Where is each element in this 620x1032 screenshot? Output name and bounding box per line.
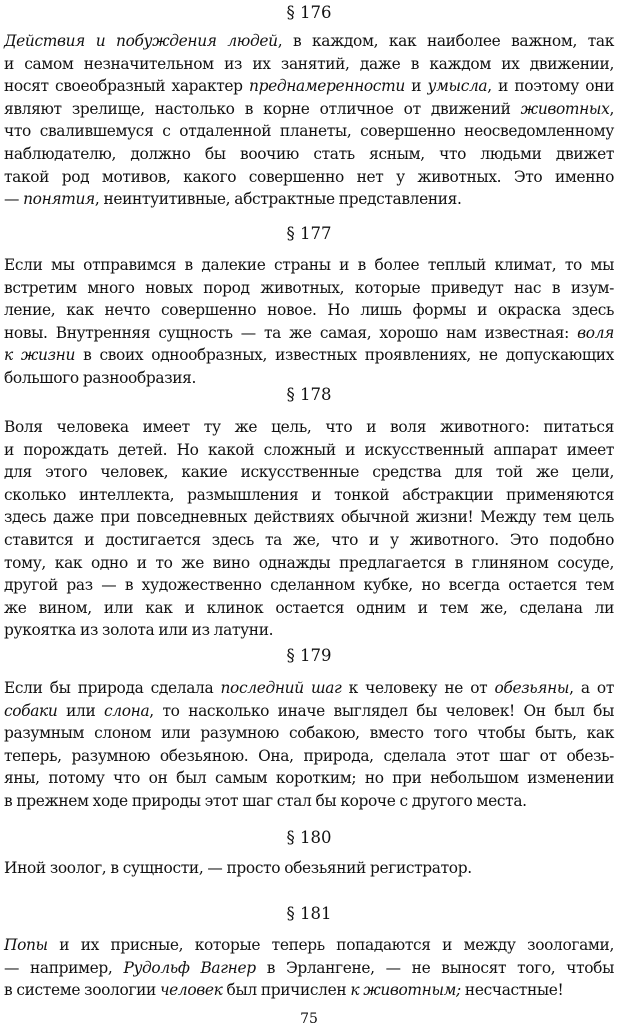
text-run: или [57,701,105,720]
text-run: , в каждом, как наиболее важном, так [277,32,614,50]
section-heading-181: § 181 [286,904,332,923]
text-line [4,166,614,189]
text-run: , [609,99,614,118]
section-heading-177: § 177 [286,224,332,243]
italic-run: обезьяны [494,679,570,697]
text-line [4,277,614,300]
text-run: новы. Внутренняя сущность — та же самая, хорошо нам известная: [4,323,578,342]
text-run: являют зрелище, настолько в корне отличное от движений [4,99,521,118]
text-run: в прежнем ходе природы этот шаг стал бы короче с другого места. [4,791,527,810]
italic-run: Рудольф Вагнер [123,958,256,977]
text-run: и их присные, которые теперь попадаются и между зоологами, [47,936,614,954]
text-run: , то насколько иначе выглядел бы человек! Он был бы [149,701,614,720]
text-run: для этого человек, какие искусственные средства для той же цели, [4,463,614,482]
text-run: в системе зоологии [4,981,160,1000]
text-run: встретим много новых пород животных, которые приведут нас в изум- [4,278,614,297]
italic-run: к животным; [350,981,461,1000]
text-run: , неинтуитивные, абстрактные представления. [94,190,462,209]
text-line [4,745,614,768]
text-run: рукоятка из золота или из латуни. [4,621,274,640]
text-line [4,299,614,322]
text-line [4,322,614,345]
text-line [4,98,614,121]
text-line [4,619,614,642]
text-run: в Эрлангене, — не выносят того, чтобы [255,958,615,977]
text-line [4,790,614,813]
text-line [4,344,614,367]
page-number: 75 [300,1011,318,1027]
text-line [4,677,614,700]
text-run: и самом незначительном из их занятий, даже в каждом их движении, [4,54,614,73]
text-line [4,120,614,143]
text-line [4,461,614,484]
text-run: , а от [569,679,614,697]
text-run: яны, потому что он был самым коротким; но при небольшом изменении [4,769,614,788]
italic-run: человек [159,981,223,1000]
text-run: ление, как нечто совершенно новое. Но лишь формы и окраска здесь [4,301,614,320]
section-body-178 [4,416,614,642]
section-body-176 [4,30,614,211]
section-heading-180: § 180 [286,828,332,847]
text-run: тому, как одно и то же вино однажды предлагается в глиняном сосуде, [4,553,614,572]
book-page [4,0,614,1032]
text-line [4,934,614,957]
text-run: , и поэтому они [487,77,614,96]
section-heading-178: § 178 [286,385,332,404]
text-run: был причислен [222,981,351,1000]
italic-run: воля [577,323,614,342]
text-line [4,53,614,76]
text-line [4,700,614,723]
text-run: Если мы отправимся в далекие страны и в более теплый климат, то мы [4,256,614,274]
section-body-179 [4,677,614,813]
text-run: наблюдателю, должно бы воочию стать ясным, что людьми движет [4,144,614,163]
text-line [4,957,614,980]
text-run: теперь, разумною обезьяною. Она, природа, сделала этот шаг от обезь- [4,746,614,765]
text-run: же вином, или как и клинок остается одним и тем же, сделана ли [4,598,614,617]
italic-run: понятия [23,190,95,209]
text-run: несчастные! [460,981,564,1000]
section-heading-179: § 179 [286,646,332,665]
text-line [4,597,614,620]
text-line [4,506,614,529]
text-line [4,979,614,1002]
text-line [4,857,614,880]
text-line [4,529,614,552]
text-line [4,552,614,575]
italic-run: Действия и побуждения людей [4,32,278,50]
text-run: Иной зоолог, в сущности, — просто обезьяний регистратор. [4,859,472,877]
text-line [4,574,614,597]
text-line [4,484,614,507]
italic-run: к жизни [4,346,76,365]
text-line [4,30,614,53]
text-run: носят своеобразный характер [4,77,250,96]
italic-run: умысла [427,77,488,96]
section-body-181 [4,934,614,1002]
text-run: такой род мотивов, какого совершенно нет у животных. Это именно [4,167,614,186]
section-body-180 [4,857,614,880]
text-run: здесь даже при повседневных действиях обычной жизни! Между тем цель [4,508,614,527]
text-line [4,188,614,211]
text-run: к человеку не от [341,679,495,697]
text-run: и [404,77,428,96]
text-run: разумным слоном или разумною собакою, вместо того чтобы быть, как [4,724,614,743]
text-run: Воля человека имеет ту же цель, что и воля животного: питаться [4,418,614,436]
text-line [4,767,614,790]
text-run: и порождать детей. Но какой сложный и искусственный аппарат имеет [4,440,614,459]
italic-run: животных [520,99,610,118]
text-run: большого разнообразия. [4,368,197,387]
italic-run: последний шаг [220,679,342,697]
italic-run: Попы [4,936,48,954]
section-heading-176: § 176 [286,3,332,22]
text-line [4,75,614,98]
text-run: другой раз — в художественно сделанном кубке, но всегда остается тем [4,576,614,595]
text-run: — например, [4,958,124,977]
text-line [4,416,614,439]
text-run: ставится и достигается здесь та же, что и у животного. Это подобно [4,530,614,549]
text-run: в своих однообразных, известных проявлениях, не допускающих [75,346,615,365]
text-run: — [4,190,24,209]
text-line [4,254,614,277]
text-run: что свалившемуся с отдаленной планеты, совершенно неосведомленному [4,122,614,141]
text-run: сколько интеллекта, размышления и тонкой абстракции применяются [4,485,614,504]
text-line [4,722,614,745]
text-line [4,143,614,166]
italic-run: собаки [4,701,58,720]
text-run: Если бы природа сделала [4,679,221,697]
section-body-177 [4,254,614,390]
italic-run: преднамеренности [249,77,405,96]
italic-run: слона [104,701,150,720]
text-line [4,439,614,462]
